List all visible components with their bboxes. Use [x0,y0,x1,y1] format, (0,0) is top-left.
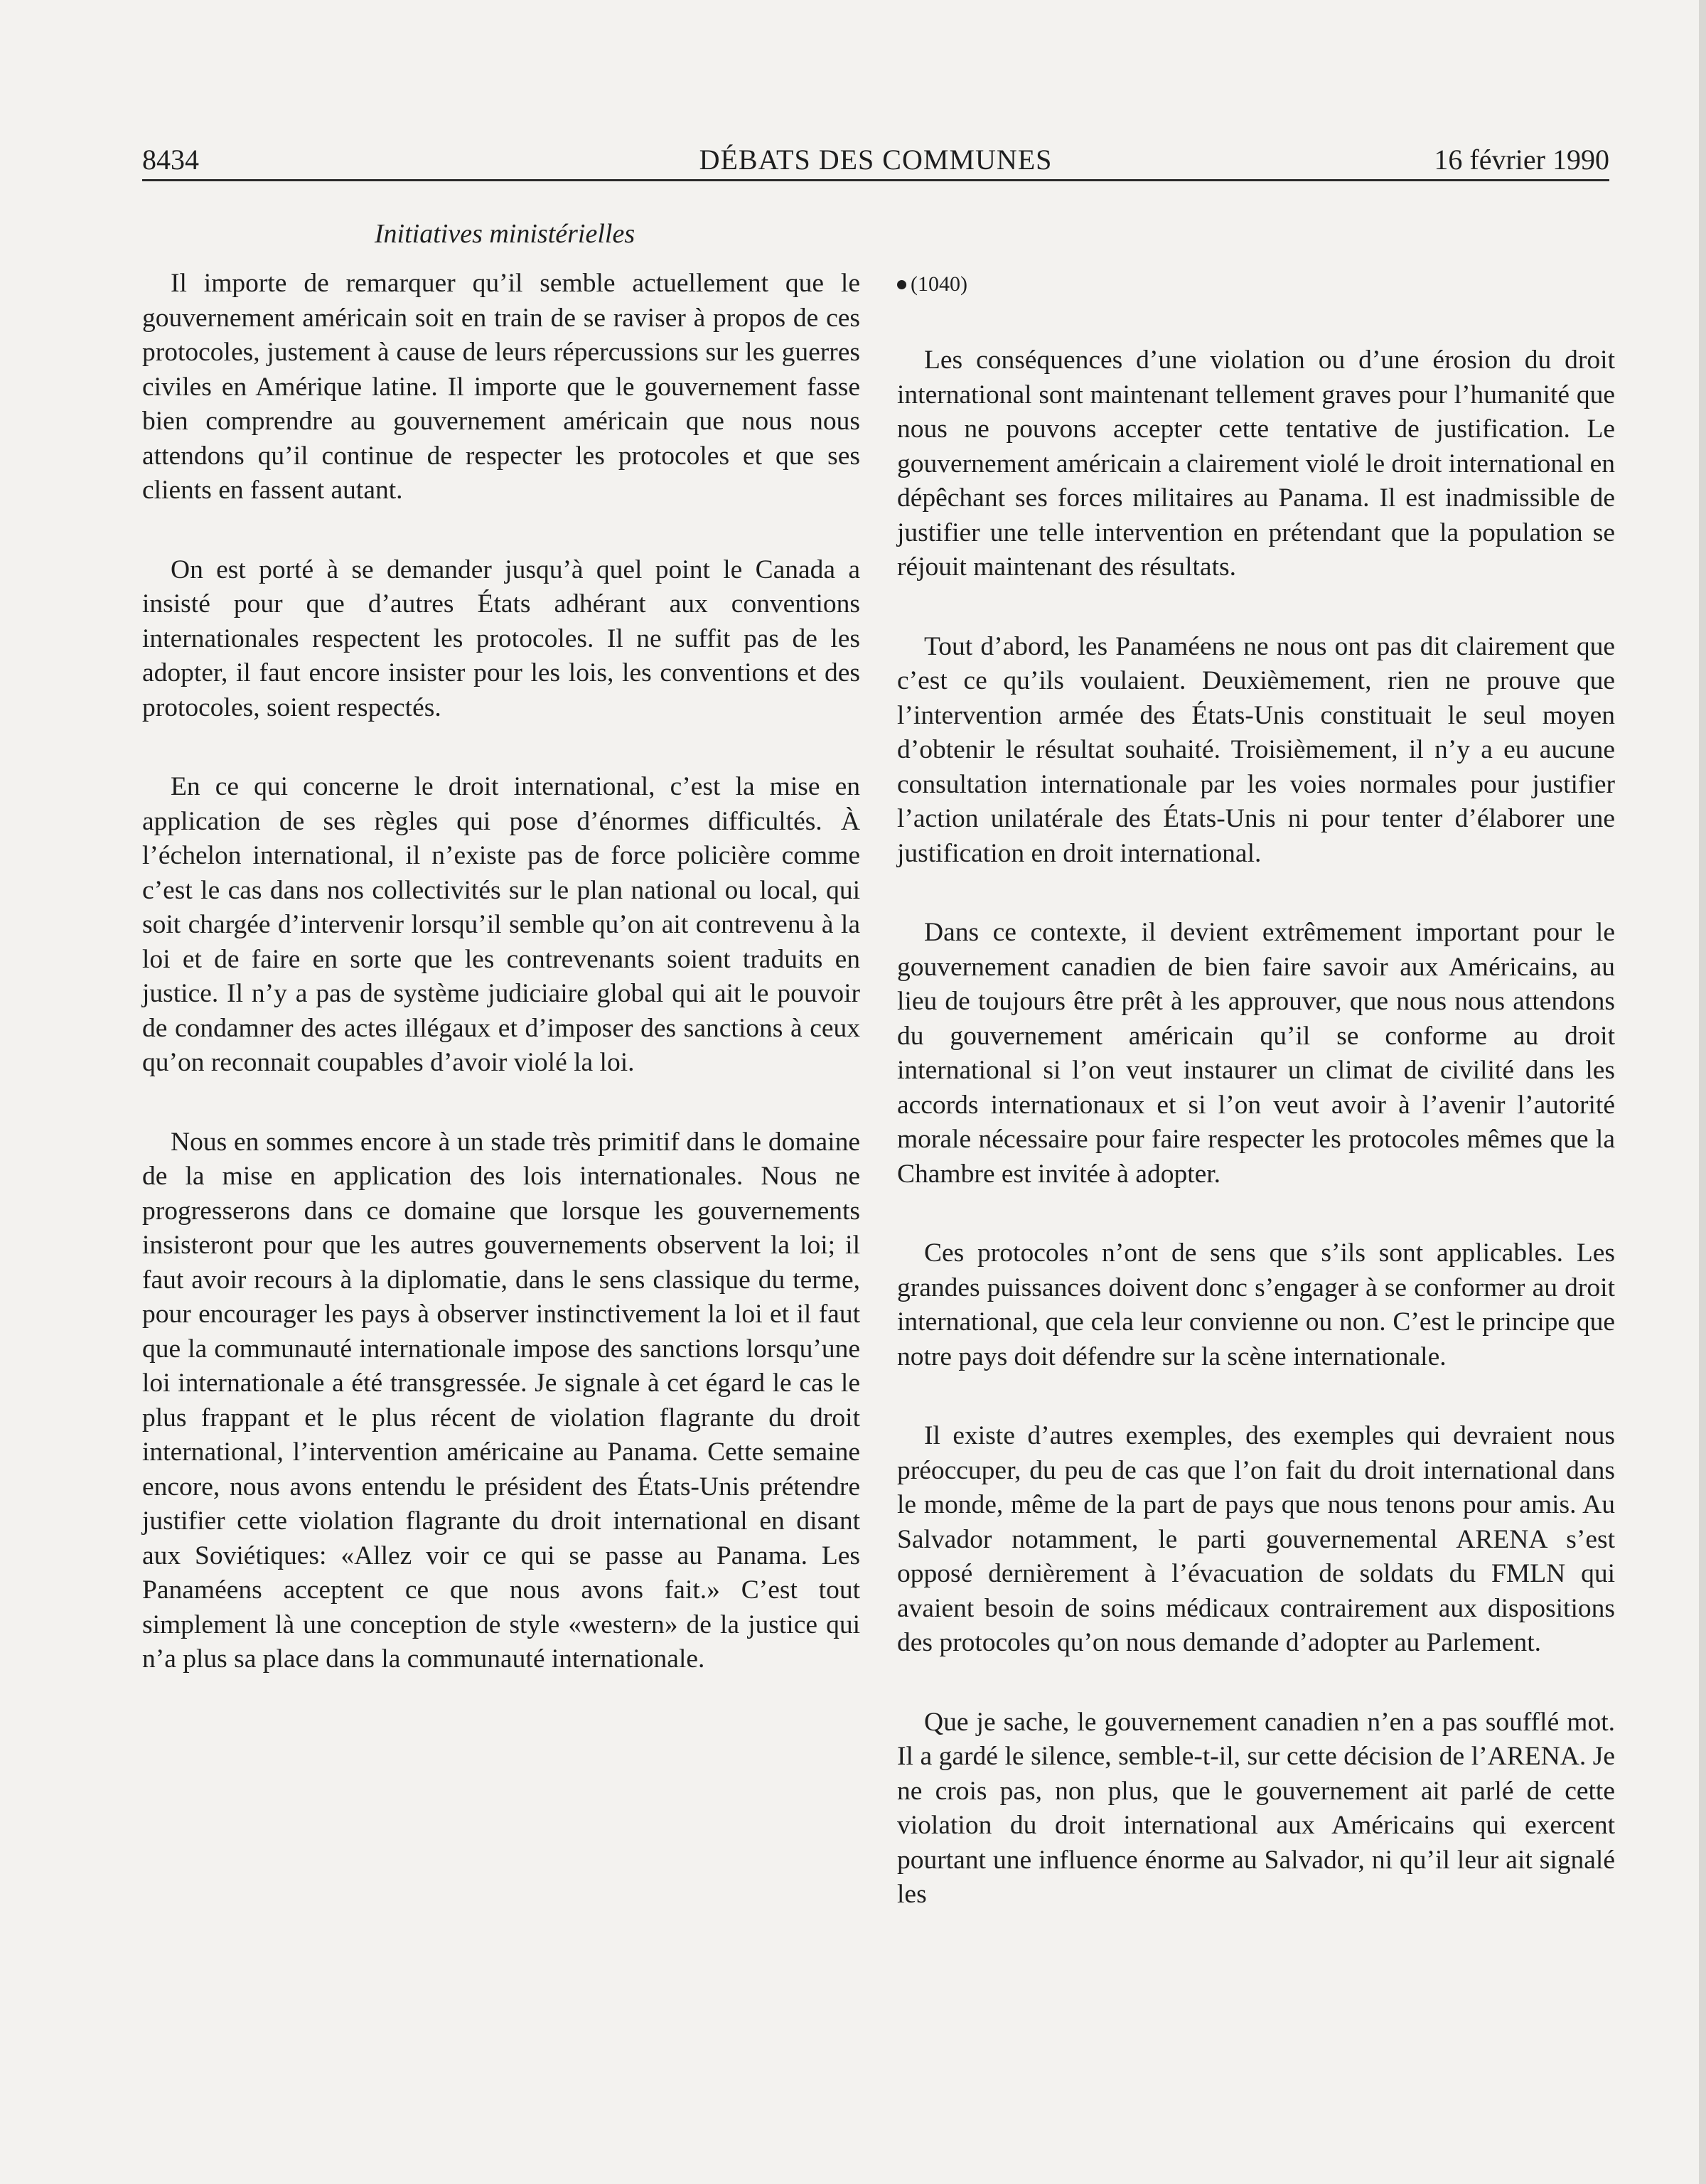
paragraph: Que je sache, le gouvernement canadien n’en a pas soufflé mot. Il a gardé le silence, semble-t-il, sur cette décision de l’ARENA. Je ne crois pas, non plus, que le gouvernement ait parlé de cette violation du droit international aux Américains qui exercent pourtant une influence énorme au Salvador, ni qu’il leur ait signalé les [897,1707,1615,1909]
paragraph: Les conséquences d’une violation ou d’une érosion du droit international sont maintenant tellement graves pour l’humanité que nous ne pouvons accepter cette tentative de justification. Le gouvernement américain a clairement violé le droit international en dépêchant ses forces militaires au Panama. Il est inadmissible de justifier une telle intervention en prétendant que la population se réjouit maintenant des résultats. [897,346,1615,582]
left-column [142,267,860,1722]
section-heading: Initiatives ministérielles [374,219,635,249]
paragraph: Nous en sommes encore à un stade très primitif dans le domaine de la mise en application des lois internationales. Nous ne progresserons dans ce domaine que lorsque les gouvernements insisteront pour que les autres gouvernements observent la loi; il faut avoir recours à la diplomatie, dans le sens classique du terme, pour encourager les pays à observer instinctivement la loi et il faut que la communauté internationale impose des sanctions lorsqu’une loi internationale a été transgressée. Je signale à cet égard le cas le plus frappant et le plus récent de violation flagrante du droit international, l’intervention américaine au Panama. Cette semaine encore, nous avons entendu le président des États-Unis prétendre justifier cette violation flagrante du droit international en disant aux Soviétiques: «Allez voir ce qui se passe au Panama. Les Panaméens acceptent ce que nous avons fait.» C’est tout simplement là une conception de style «western» de la justice qui n’a plus sa place dans la communauté internationale. [142,1127,860,1674]
paragraph: On est porté à se demander jusqu’à quel point le Canada a insisté pour que d’autres États adhérant aux conventions internationales respectent les protocoles. Il ne suffit pas de les adopter, il faut encore insister pour les lois, les conventions et des protocoles, soient respectés. [142,555,860,722]
paragraph: Dans ce contexte, il devient extrêmement important pour le gouvernement canadien de bien faire savoir aux Américains, au lieu de toujours être prêt à les approuver, que nous nous attendons du gouvernement américain qu’il se conforme au droit international si l’on veut instaurer un climat de civilité dans les accords internationaux et si l’on veut avoir à l’avenir l’autorité morale nécessaire pour faire respecter les protocoles mêmes que la Chambre est invitée à adopter. [897,918,1615,1189]
header-date: 16 février 1990 [1434,144,1609,176]
page-header [142,142,1609,178]
scan-edge [1699,0,1706,2184]
paragraph: En ce qui concerne le droit international, c’est la mise en application de ses règles qui pose d’énormes difficultés. À l’échelon international, il n’existe pas de force policière comme c’est le cas dans nos collectivités sur le plan national ou local, qui soit chargée d’intervenir lorsqu’il semble qu’on ait contrevenu à la loi et de faire en sorte que les contrevenants soient traduits en justice. Il n’y a pas de système judiciaire global qui ait le pouvoir de condamner des actes illégaux et d’imposer des sanctions à ceux qu’on reconnait coupables d’avoir violé la loi. [142,772,860,1077]
paragraph: Tout d’abord, les Panaméens ne nous ont pas dit clairement que c’est ce qu’ils voulaient. Deuxièmement, rien ne prouve que l’intervention armée des États-Unis constituait le seul moyen d’obtenir le résultat souhaité. Troisièmement, il n’y a eu aucune consultation internationale par les voies normales pour justifier l’action unilatérale des États-Unis ni pour tenter d’élaborer une justification en droit international. [897,631,1615,868]
paragraph: Il existe d’autres exemples, des exemples qui devraient nous préoccuper, du peu de cas que l’on fait du droit international dans le monde, même de la part de pays que nous tenons pour amis. Au Salvador notamment, le parti gouvernemental ARENA s’est opposé dernièrement à l’évacuation de soldats du FMLN qui avaient besoin de soins médicaux contrairement aux dispositions des protocoles qu’on nous demande d’adopter au Parlement. [897,1421,1615,1657]
time-stamp-text: (1040) [911,272,967,296]
page-number: 8434 [142,144,199,176]
header-rule [142,179,1609,181]
time-stamp [897,267,1615,302]
right-column [897,267,1615,1957]
paragraph: Il importe de remarquer qu’il semble actuellement que le gouvernement américain soit en train de se raviser à propos de ces protocoles, justement à cause de leurs répercussions sur les guerres civiles en Amérique latine. Il importe que le gouvernement fasse bien comprendre au gouvernement américain que nous nous attendons qu’il continue de respecter les protocoles et que ses clients en fassent autant. [142,269,860,505]
running-title: DÉBATS DES COMMUNES [699,144,1053,176]
bullet-icon [897,280,906,289]
paragraph: Ces protocoles n’ont de sens que s’ils sont applicables. Les grandes puissances doivent donc s’engager à se conformer au droit international, que cela leur convienne ou non. C’est le principe que notre pays doit défendre sur la scène internationale. [897,1238,1615,1371]
